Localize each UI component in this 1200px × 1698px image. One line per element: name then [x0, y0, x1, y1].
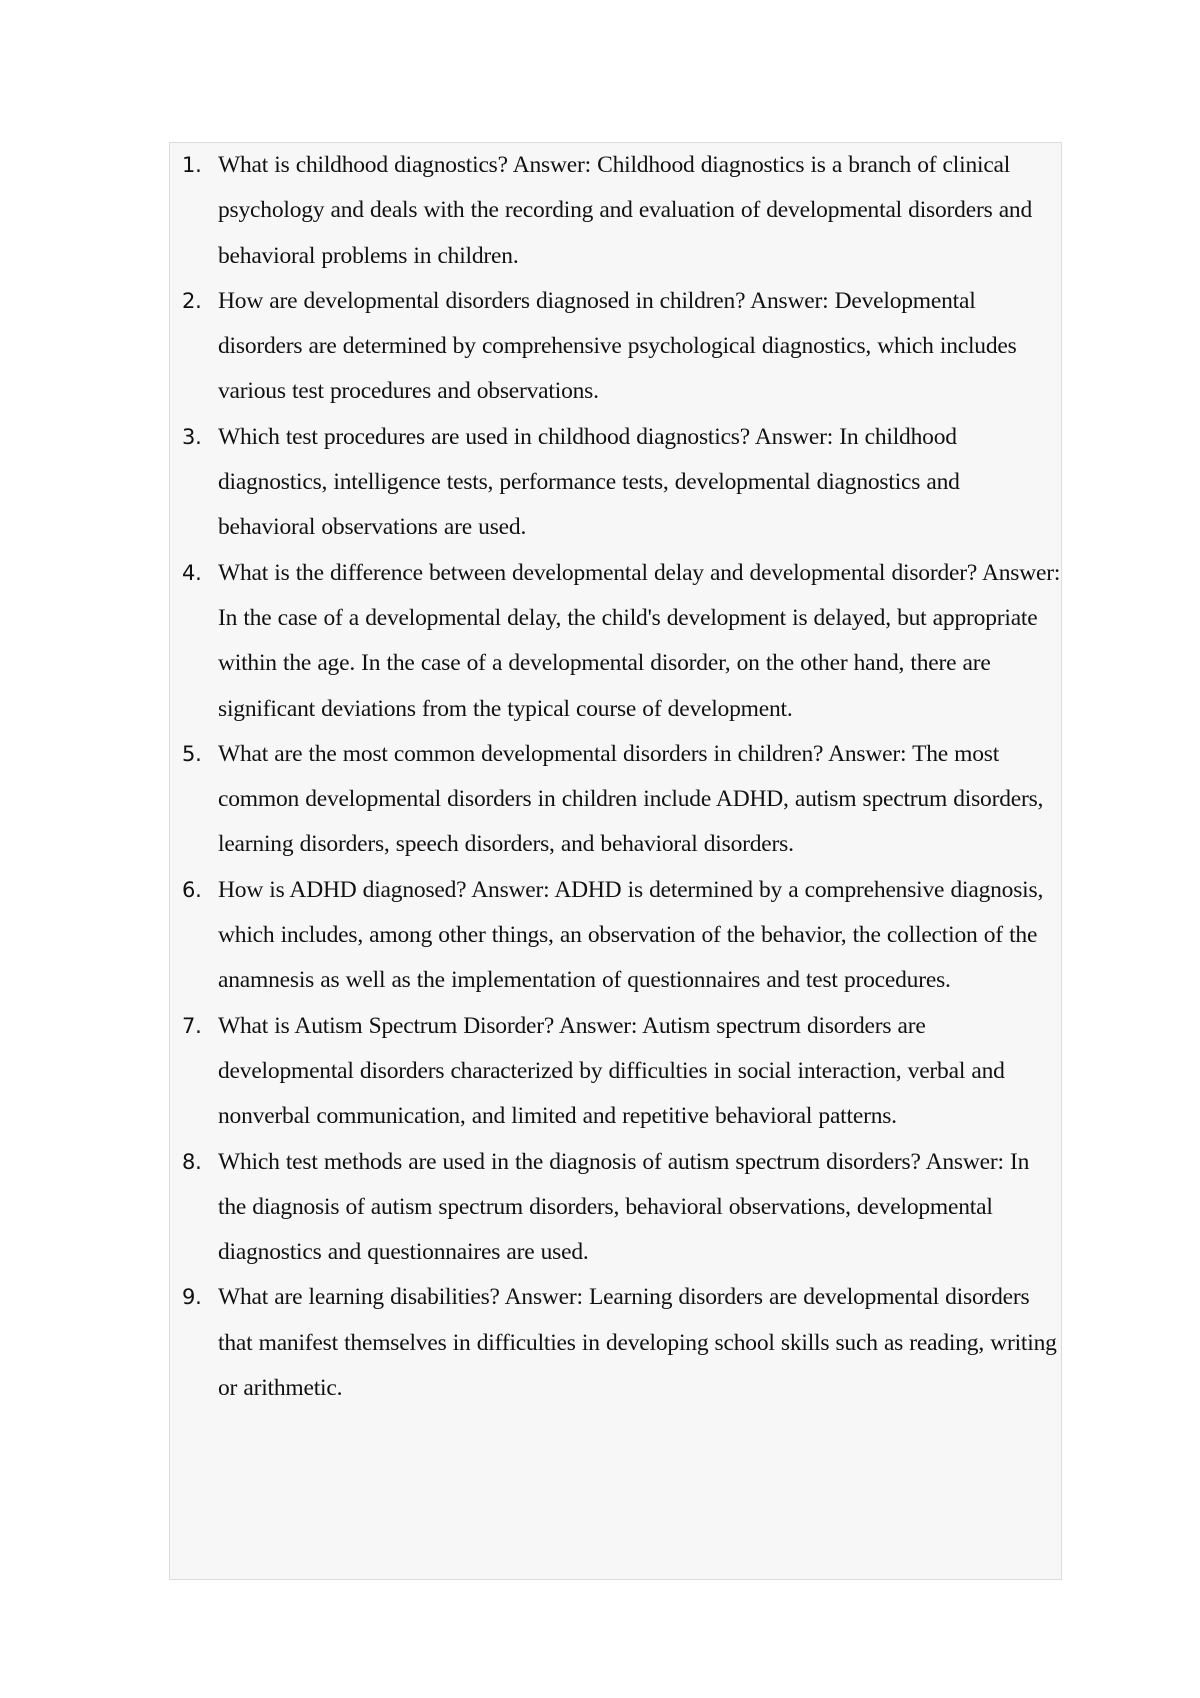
faq-item-9 [170, 1275, 1061, 1411]
faq-item-text: Which test methods are used in the diagnosis of autism spectrum disorders? Answer: In the diagnosis of autism spectrum disorders, behavioral observations, developmental diagnostics and questionnaires are used. [218, 1148, 1030, 1266]
faq-item-4 [170, 551, 1061, 732]
faq-list [170, 143, 1061, 1411]
faq-item-8 [170, 1140, 1061, 1276]
faq-item-number: 8. [182, 1149, 202, 1174]
faq-item-number: 5. [182, 741, 202, 766]
faq-item-text: Which test procedures are used in childhood diagnostics? Answer: In childhood diagnostics, intelligence tests, performance tests, developmental diagnostics and behavioral observations are used. [218, 423, 960, 541]
faq-item-number: 3. [182, 424, 202, 449]
faq-item-text: What are the most common developmental disorders in children? Answer: The most common developmental disorders in children include ADHD, autism spectrum disorders, learning disorders, speech disorders, and behavioral disorders. [218, 740, 1044, 858]
faq-item-text: What is childhood diagnostics? Answer: Childhood diagnostics is a branch of clinical psychology and deals with the recording and evaluation of developmental disorders and behavioral problems in children. [218, 152, 1033, 269]
faq-item-text: How is ADHD diagnosed? Answer: ADHD is determined by a comprehensive diagnosis, which includes, among other things, an observation of the behavior, the collection of the anamnesis as well as the implementation of questionnaires and test procedures. [218, 876, 1044, 994]
faq-item-number: 1. [182, 153, 202, 177]
faq-item-text: How are developmental disorders diagnosed in children? Answer: Developmental disorders are determined by comprehensive psychological diagnostics, which includes various test procedures and observations. [218, 287, 1017, 405]
faq-content-box [169, 142, 1062, 1580]
faq-item-number: 9. [182, 1285, 202, 1310]
faq-item-text: What are learning disabilities? Answer: Learning disorders are developmental disorders that manifest themselves in difficulties in developing school skills such as reading, writing or arithmetic. [218, 1284, 1057, 1402]
faq-item-number: 6. [182, 877, 202, 902]
faq-item-text: What is Autism Spectrum Disorder? Answer: Autism spectrum disorders are developmental disorders characterized by difficulties in social interaction, verbal and nonverbal communication, and limited and repetitive behavioral patterns. [218, 1012, 1005, 1130]
faq-item-number: 4. [182, 560, 202, 585]
faq-item-number: 7. [182, 1013, 202, 1038]
faq-item-5 [170, 732, 1061, 868]
faq-item-2 [170, 279, 1061, 415]
faq-item-6 [170, 868, 1061, 1004]
faq-item-text: What is the difference between developmental delay and developmental disorder? Answer: In the case of a developmental delay, the child's development is delayed, but appropriate within the age. In the case of a developmental disorder, on the other hand, there are significant deviations from the typical course of development. [218, 559, 1061, 722]
faq-item-7 [170, 1004, 1061, 1140]
faq-item-3 [170, 415, 1061, 551]
faq-item-number: 2. [182, 288, 202, 313]
faq-item-1 [170, 143, 1061, 279]
